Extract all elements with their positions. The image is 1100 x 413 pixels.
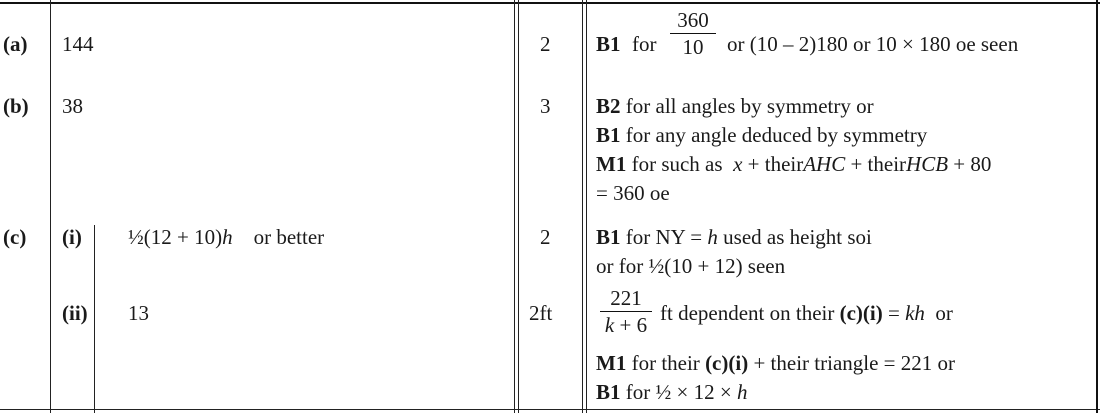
part-label-a: (a) <box>3 32 28 56</box>
fraction-denominator: 10 <box>682 35 704 59</box>
guidance-c-ii-line2: M1 for their (c)(i) + their triangle = 221 or <box>596 351 956 375</box>
guidance-b-line3: M1 for such as x + theirAHC + theirHCB + 80 <box>596 152 992 176</box>
guidance-c-ii-fraction <box>600 286 652 337</box>
table-right-border <box>1096 0 1098 413</box>
fraction-denominator: k + 6 <box>604 313 648 337</box>
guidance-a-for: for <box>632 32 657 56</box>
column-divider-marks-left <box>514 0 515 413</box>
fraction-bar <box>600 311 652 312</box>
guidance-c-ii-line1: ft dependent on their (c)(i) = kh or <box>660 301 953 325</box>
column-divider-marks-right <box>582 0 583 413</box>
subpart-label-c-i: (i) <box>62 225 82 249</box>
table-bottom-border <box>0 409 1100 410</box>
part-label-b: (b) <box>3 94 29 118</box>
guidance-a-fraction <box>670 8 716 59</box>
column-divider-guidance-double <box>586 0 587 413</box>
fraction-bar <box>670 33 716 34</box>
answer-c-i: ½(12 + 10)h or better <box>128 225 325 249</box>
guidance-b-line1: B2 for all angles by symmetry or <box>596 94 874 118</box>
guidance-a-code: B1 <box>596 32 621 56</box>
column-divider-part <box>50 0 51 413</box>
part-label-c: (c) <box>3 225 27 249</box>
column-divider-subpart <box>94 225 95 413</box>
guidance-a-rest: or (10 – 2)180 or 10 × 180 oe seen <box>727 32 1019 56</box>
guidance-c-i-line1: B1 for NY = h used as height soi <box>596 225 872 249</box>
fraction-numerator: 360 <box>677 8 709 32</box>
table-top-border <box>0 2 1100 4</box>
answer-a: 144 <box>62 32 94 56</box>
guidance-c-i-line2: or for ½(10 + 12) seen <box>596 254 786 278</box>
fraction-numerator: 221 <box>610 286 642 310</box>
marks-b: 3 <box>540 94 551 118</box>
guidance-c-ii-line3: B1 for ½ × 12 × h <box>596 380 748 404</box>
subpart-label-c-ii: (ii) <box>62 301 88 325</box>
marks-c-ii: 2ft <box>529 301 553 325</box>
answer-b: 38 <box>62 94 83 118</box>
marks-c-i: 2 <box>540 225 551 249</box>
column-divider-marks-left-double <box>518 0 519 413</box>
guidance-b-line4: = 360 oe <box>596 181 670 205</box>
answer-c-ii: 13 <box>128 301 149 325</box>
marks-a: 2 <box>540 32 551 56</box>
guidance-b-line2: B1 for any angle deduced by symmetry <box>596 123 928 147</box>
